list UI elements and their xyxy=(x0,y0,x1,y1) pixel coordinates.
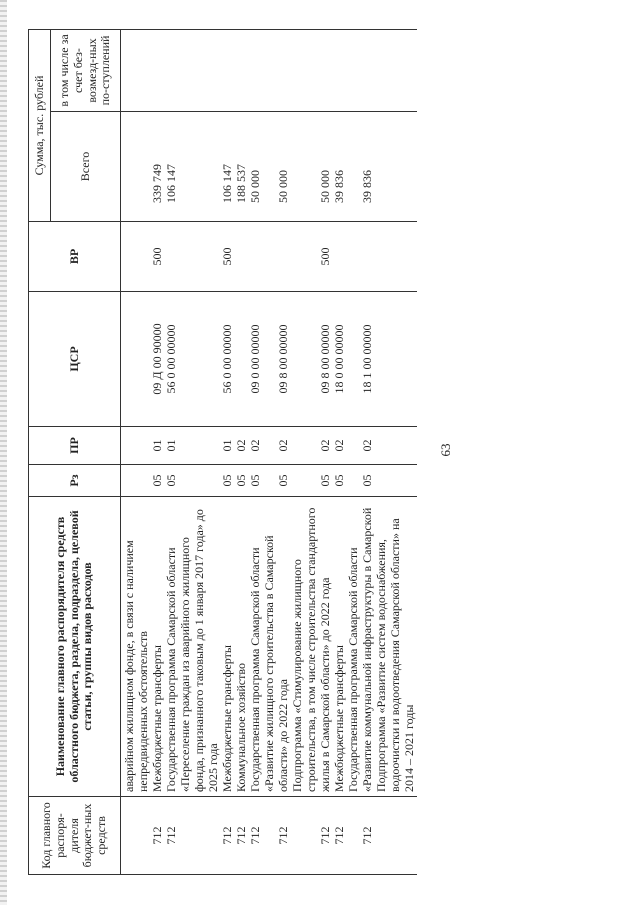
header-name: Наименование главного распорядителя средств областного бюджета, раздела, подраздела, целевой статьи, группы видов расходов xyxy=(29,497,121,797)
table-row xyxy=(121,30,418,875)
header-pr: ПР xyxy=(29,427,121,465)
code-column: 712 712 712 712 712 712 712 712 712 xyxy=(121,797,418,875)
rz-column: 05 05 05 05 05 05 05 05 05 xyxy=(121,465,418,497)
header-csr: ЦСР xyxy=(29,292,121,427)
gratuitous-column xyxy=(121,30,418,112)
vr-column: 500 500 500 xyxy=(121,222,418,292)
page-number: 63 xyxy=(438,443,453,457)
header-rz: Рз xyxy=(29,465,121,497)
header-vr: ВР xyxy=(29,222,121,292)
csr-column: 09 Д 00 90000 56 0 00 00000 56 0 00 00000 09 0 00 00000 09 8 00 00000 09 8 00 00000 18 0 00 00000 18 1 00 00000 xyxy=(121,292,418,427)
header-sum: Сумма, тыс. рублей xyxy=(29,30,51,222)
table-body xyxy=(121,30,418,875)
total-column: 339 749 106 147 106 147 188 537 50 000 50 000 50 000 39 836 39 836 xyxy=(121,112,418,222)
budget-table xyxy=(28,29,417,875)
header-code: Код главного распоря-дителя бюджет-ных средств xyxy=(29,797,121,875)
name-column: аварийном жилищном фонде, в связи с наличием непредвиденных обстоятельств Межбюджетные трансферты Государственная программа Самарской области «Переселение граждан из аварийного жилищного фонда, признанного таковым до 1 января 2017 года» до 2025 года Межбюджетные трансферты Коммунальное хозяйство Государственная программа Самарской области «Развитие жилищного строительства в Самарской области» до 2022 года Подпрограмма «Стимулирование жилищного строительства, в том числе строительства стандартного жилья в Самарской области» до 2022 года Межбюджетные трансферты Государственная программа Самарской области «Развитие коммунальной инфраструктуры в Самарской Подпрограмма «Развитие систем водоснабжения, водоочистки и водоотведения Самарской области» на 2014 – 2021 годы xyxy=(121,497,418,797)
header-total: Всего xyxy=(51,112,121,222)
pr-column: 01 01 01 02 02 02 02 02 02 xyxy=(121,427,418,465)
header-gratuitous: в том числе за счет без-возмезд-ных по-ступлений xyxy=(51,30,121,112)
table-header xyxy=(29,30,121,875)
